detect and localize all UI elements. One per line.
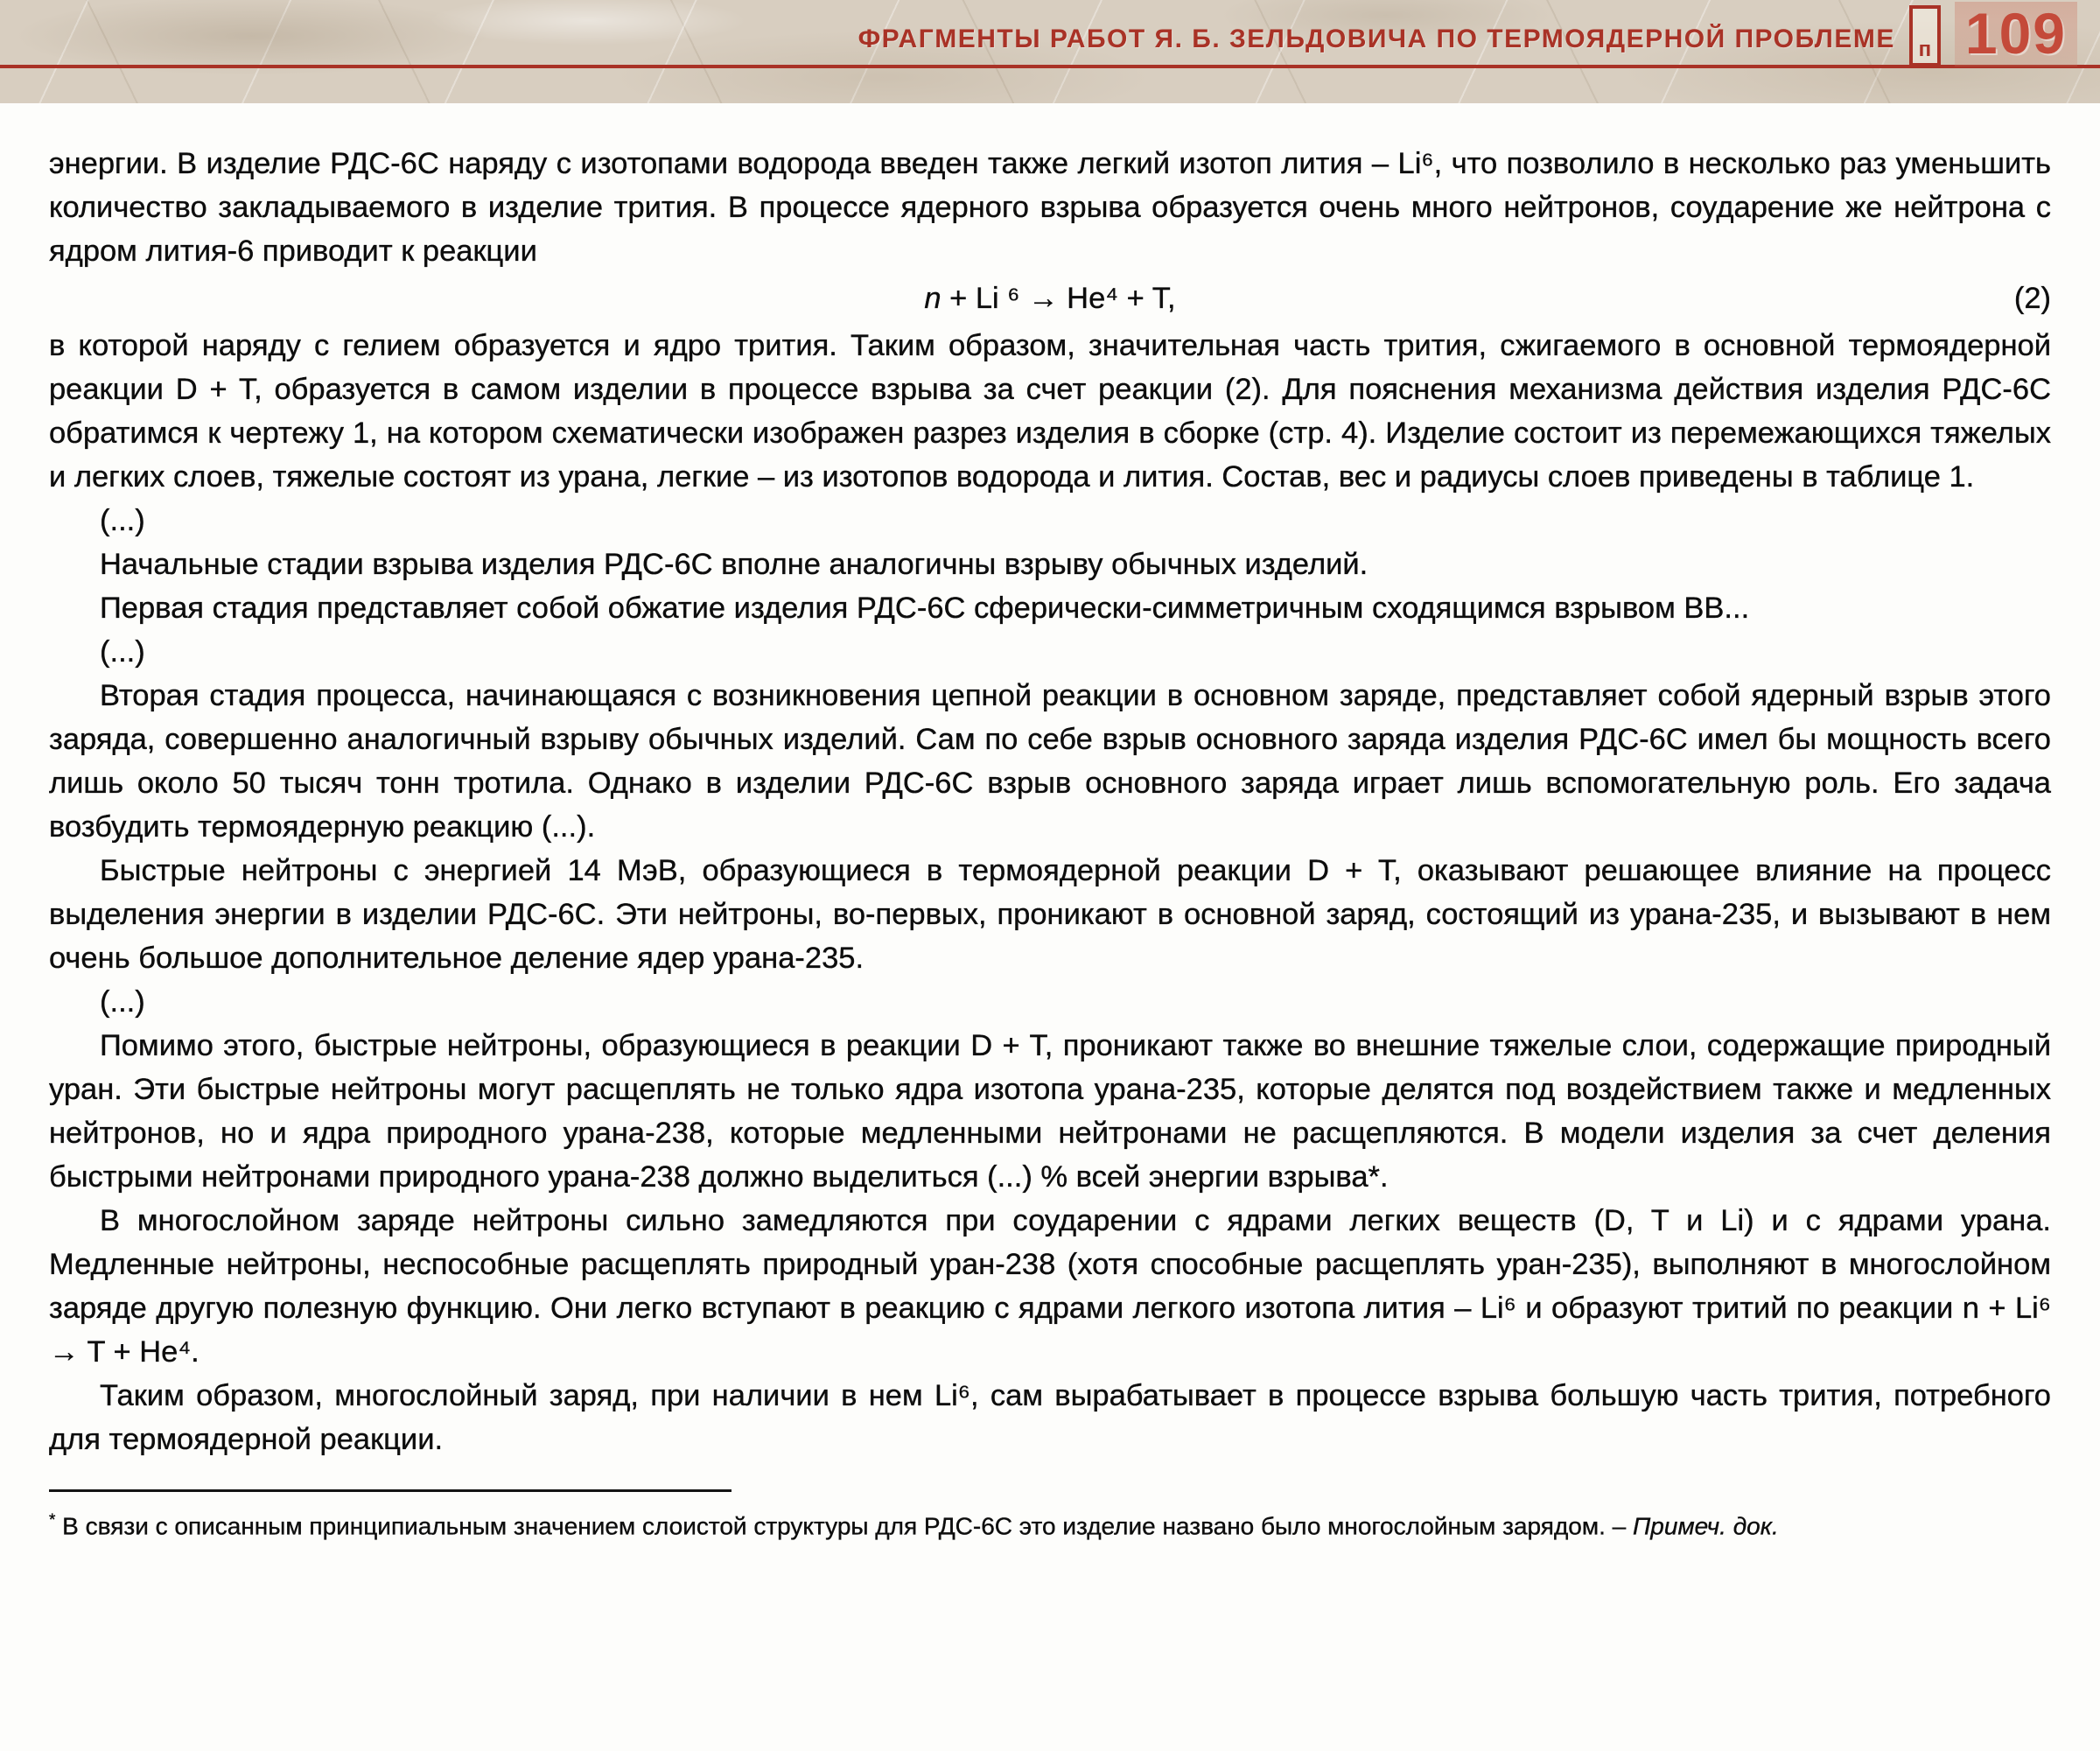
paragraph: (...) xyxy=(100,985,145,1019)
running-head: ФРАГМЕНТЫ РАБОТ Я. Б. ЗЕЛЬДОВИЧА ПО ТЕРМОЯДЕРНОЙ ПРОБЛЕМЕ xyxy=(858,25,1895,53)
footnote-text xyxy=(49,1504,2051,1543)
series-mark-icon xyxy=(1909,5,1941,67)
equation-row xyxy=(49,277,2051,320)
paragraph: Начальные стадии взрыва изделия РДС-6С вполне аналогичны взрыву обычных изделий. xyxy=(100,548,1368,581)
equation xyxy=(924,282,1175,315)
paragraph: Первая стадия представляет собой обжатие изделия РДС-6С сферически-симметричным сходящимся взрывом ВВ... xyxy=(100,592,1750,625)
page-header xyxy=(0,0,2100,103)
paragraph: Таким образом, многослойный заряд, при наличии в нем Li⁶, сам вырабатывает в процессе взрыва большую часть трития, потребного для термоядерной реакции. xyxy=(49,1379,2051,1456)
equation-body: + Li ⁶ → He⁴ + T, xyxy=(941,282,1176,315)
paragraphs xyxy=(49,324,2051,1461)
paragraph-intro: энергии. В изделие РДС-6С наряду с изотопами водорода введен также легкий изотоп лития – Li⁶, что позволило в несколько раз уменьшить количество закладываемого в изделие трития. В процессе ядерного взрыва образуется очень много нейтронов, соударение же нейтрона с ядром лития-6 приводит к реакции xyxy=(49,147,2051,268)
header-row xyxy=(858,0,2077,67)
footnote-rule xyxy=(49,1489,732,1492)
footnote xyxy=(49,1489,2051,1543)
equation-variable: n xyxy=(924,282,942,315)
paragraph: (...) xyxy=(100,635,145,669)
paragraph: Быстрые нейтроны с энергией 14 МэВ, образующиеся в термоядерной реакции D + T, оказывают решающее влияние на процесс выделения энергии в изделии РДС-6С. Эти нейтроны, во-первых, проникают в основной заряд, состоящий из урана-235, и вызывают в нем очень большое дополнительное деление ядер урана-235. xyxy=(49,854,2051,975)
document-body xyxy=(0,103,2100,1543)
footnote-attribution: Примеч. док. xyxy=(1633,1512,1779,1540)
paragraph: (...) xyxy=(100,504,145,537)
paragraph: В многослойном заряде нейтроны сильно замедляются при соударении с ядрами легких веществ (D, T и Li) и с ядрами урана. Медленные нейтроны, неспособные расщеплять природный уран-238 (хотя способные расщеплять уран-235), выполняют в многослойном заряде другую полезную функцию. Они легко вступают в реакцию с ядрами легкого изотопа лития – Li⁶ и образуют тритий по реакции n + Li⁶ → T + He⁴. xyxy=(49,1204,2051,1369)
series-mark-glyph: п xyxy=(1918,38,1932,61)
footnote-body: В связи с описанным принципиальным значением слоистой структуры для РДС-6С это изделие названо было многослойным зарядом. – xyxy=(55,1512,1634,1540)
footnote-marker: * xyxy=(49,1511,56,1530)
paragraph: Помимо этого, быстрые нейтроны, образующиеся в реакции D + T, проникают также во внешние тяжелые слои, содержащие природный уран. Эти быстрые нейтроны могут расщеплять не только ядра изотопа урана-235, которые делятся под воздействием также и медленных нейтронов, но и ядра природного урана-238, которые медленными нейтронами не расщепляются. В модели изделия за счет деления быстрыми нейтронами природного урана-238 должно выделиться (...) % всей энергии взрыва*. xyxy=(49,1029,2051,1194)
paragraph: Вторая стадия процесса, начинающаяся с возникновения цепной реакции в основном заряде, представляет собой ядерный взрыв этого заряда, совершенно аналогичный взрыву обычных изделий. Сам по себе взрыв основного заряда изделия РДС-6С имел бы мощность всего лишь около 50 тысяч тонн тротила. Однако в изделии РДС-6С взрыв основного заряда играет лишь вспомогательную роль. Его задача возбудить термоядерную реакцию (...). xyxy=(49,679,2051,844)
paragraph: в которой наряду с гелием образуется и ядро трития. Таким образом, значительная часть трития, сжигаемого в основной термоядерной реакции D + T, образуется в самом изделии в процессе взрыва за счет реакции (2). Для пояснения механизма действия изделия РДС-6С обратимся к чертежу 1, на котором схематически изображен разрез изделия в сборке (стр. 4). Изделие состоит из перемежающихся тяжелых и легких слоев, тяжелые состоят из урана, легкие – из изотопов водорода и лития. Состав, вес и радиусы слоев приведены в таблице 1. xyxy=(49,329,2051,494)
page-number: 109 xyxy=(1955,2,2077,67)
equation-number: (2) xyxy=(2013,282,2051,315)
